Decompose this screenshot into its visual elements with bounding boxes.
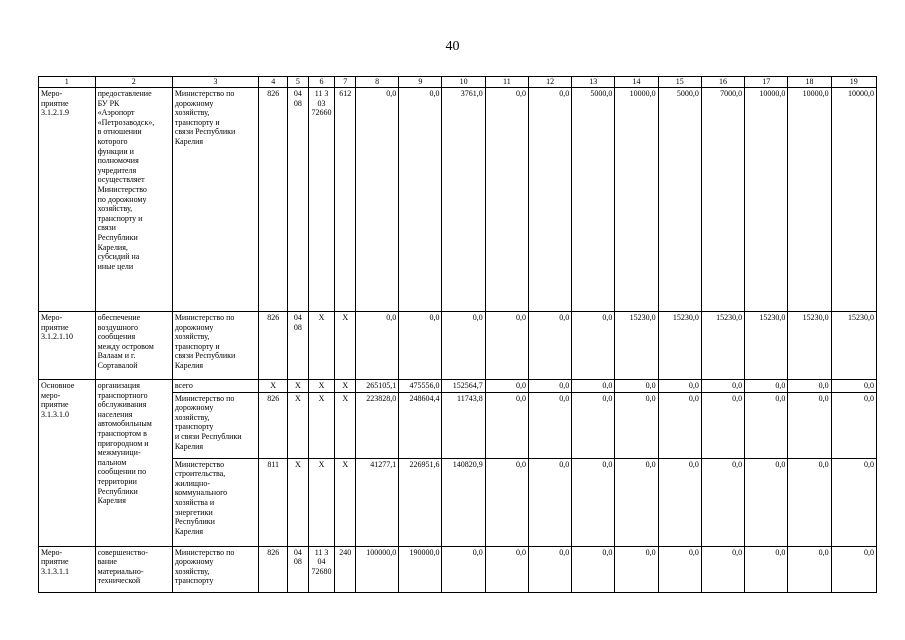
measure-name: организация транспортного обслуживания населения автомобильным транспортом в пригородном и межмуници- пальном сообщении по территории Республики Карелия	[95, 380, 172, 547]
value-cell: 226951,6	[399, 458, 442, 546]
column-header: 6	[308, 77, 335, 88]
value-cell: 0,0	[528, 458, 571, 546]
value-cell: 0,0	[701, 380, 744, 393]
value-cell: 10000,0	[788, 88, 831, 312]
value-cell: 0,0	[745, 380, 788, 393]
executor: всего	[172, 380, 258, 393]
code-grbs: 826	[259, 312, 288, 380]
value-cell: 140820,9	[442, 458, 485, 546]
value-cell: 0,0	[788, 458, 831, 546]
column-header: 4	[259, 77, 288, 88]
value-cell: 0,0	[442, 546, 485, 592]
code-rzpr: X	[288, 392, 309, 458]
value-cell: 0,0	[485, 380, 528, 393]
code-csr: X	[308, 312, 335, 380]
value-cell: 0,0	[658, 458, 701, 546]
value-cell: 10000,0	[745, 88, 788, 312]
executor: Министерство по дорожному хозяйству, транспорту	[172, 546, 258, 592]
value-cell: 15230,0	[788, 312, 831, 380]
value-cell: 0,0	[788, 546, 831, 592]
code-grbs: X	[259, 380, 288, 393]
code-vr: X	[335, 458, 356, 546]
value-cell: 0,0	[701, 392, 744, 458]
value-cell: 0,0	[485, 88, 528, 312]
value-cell: 0,0	[615, 380, 658, 393]
value-cell: 0,0	[528, 392, 571, 458]
value-cell: 10000,0	[831, 88, 876, 312]
value-cell: 0,0	[572, 546, 615, 592]
budget-table	[38, 76, 877, 593]
value-cell: 0,0	[831, 392, 876, 458]
column-header: 10	[442, 77, 485, 88]
code-vr: X	[335, 392, 356, 458]
code-rzpr: X	[288, 458, 309, 546]
code-grbs: 826	[259, 392, 288, 458]
value-cell: 0,0	[399, 88, 442, 312]
value-cell: 0,0	[831, 546, 876, 592]
value-cell: 0,0	[485, 312, 528, 380]
column-header: 2	[95, 77, 172, 88]
value-cell: 3761,0	[442, 88, 485, 312]
value-cell: 100000,0	[356, 546, 399, 592]
value-cell: 0,0	[442, 312, 485, 380]
value-cell: 0,0	[356, 88, 399, 312]
value-cell: 0,0	[831, 380, 876, 393]
code-rzpr: 04 08	[288, 88, 309, 312]
value-cell: 152564,7	[442, 380, 485, 393]
column-header: 16	[701, 77, 744, 88]
measure-code: Меро- приятие 3.1.2.1.10	[39, 312, 96, 380]
value-cell: 475556,0	[399, 380, 442, 393]
value-cell: 0,0	[399, 312, 442, 380]
code-csr: X	[308, 380, 335, 393]
code-csr: X	[308, 458, 335, 546]
code-rzpr: 04 08	[288, 312, 309, 380]
code-csr: 11 3 03 72660	[308, 88, 335, 312]
value-cell: 0,0	[485, 546, 528, 592]
column-header: 11	[485, 77, 528, 88]
page-number: 40	[445, 39, 460, 54]
measure-code: Основное меро- приятие 3.1.3.1.0	[39, 380, 96, 547]
value-cell: 0,0	[572, 458, 615, 546]
value-cell: 15230,0	[831, 312, 876, 380]
value-cell: 0,0	[788, 380, 831, 393]
code-grbs: 826	[259, 546, 288, 592]
column-header: 18	[788, 77, 831, 88]
executor: Министерство по дорожному хозяйству, транспорту и связи Республики Карелия	[172, 88, 258, 312]
value-cell: 0,0	[528, 546, 571, 592]
column-header: 15	[658, 77, 701, 88]
table-row	[39, 88, 877, 312]
value-cell: 0,0	[658, 380, 701, 393]
column-number-row	[39, 77, 877, 88]
value-cell: 223828,0	[356, 392, 399, 458]
measure-code: Меро- приятие 3.1.3.1.1	[39, 546, 96, 592]
column-header: 1	[39, 77, 96, 88]
column-header: 19	[831, 77, 876, 88]
value-cell: 15230,0	[701, 312, 744, 380]
value-cell: 0,0	[745, 546, 788, 592]
measure-name: совершенство- вание материально- технической	[95, 546, 172, 592]
value-cell: 0,0	[356, 312, 399, 380]
value-cell: 0,0	[658, 546, 701, 592]
code-vr: X	[335, 380, 356, 393]
executor: Министерство по дорожному хозяйству, транспорту и связи Республики Карелия	[172, 312, 258, 380]
executor: Министерство строительства, жилищно- коммунального хозяйства и энергетики Республики Карелия	[172, 458, 258, 546]
value-cell: 15230,0	[615, 312, 658, 380]
value-cell: 0,0	[745, 392, 788, 458]
code-grbs: 811	[259, 458, 288, 546]
value-cell: 15230,0	[658, 312, 701, 380]
value-cell: 0,0	[615, 458, 658, 546]
table-row	[39, 312, 877, 380]
code-grbs: 826	[259, 88, 288, 312]
value-cell: 0,0	[528, 88, 571, 312]
value-cell: 0,0	[745, 458, 788, 546]
column-header: 17	[745, 77, 788, 88]
value-cell: 0,0	[572, 312, 615, 380]
value-cell: 15230,0	[745, 312, 788, 380]
value-cell: 5000,0	[572, 88, 615, 312]
value-cell: 0,0	[485, 392, 528, 458]
code-vr: X	[335, 312, 356, 380]
value-cell: 0,0	[658, 392, 701, 458]
value-cell: 10000,0	[615, 88, 658, 312]
measure-name: предоставление БУ РК «Аэропорт «Петрозаводск», в отношении которого функции и полномочия учредителя осуществляет Министерство по дорожному хозяйству, транспорту и связи Республики Карелия, субсидий на иные цели	[95, 88, 172, 312]
column-header: 3	[172, 77, 258, 88]
column-header: 9	[399, 77, 442, 88]
column-header: 13	[572, 77, 615, 88]
measure-code: Меро- приятие 3.1.2.1.9	[39, 88, 96, 312]
code-csr: X	[308, 392, 335, 458]
value-cell: 11743,8	[442, 392, 485, 458]
value-cell: 265105,1	[356, 380, 399, 393]
column-header: 8	[356, 77, 399, 88]
value-cell: 0,0	[528, 312, 571, 380]
value-cell: 5000,0	[658, 88, 701, 312]
column-header: 12	[528, 77, 571, 88]
value-cell: 0,0	[701, 458, 744, 546]
value-cell: 0,0	[831, 458, 876, 546]
column-header: 7	[335, 77, 356, 88]
value-cell: 0,0	[615, 392, 658, 458]
executor: Министерство по дорожному хозяйству, транспорту и связи Республики Карелия	[172, 392, 258, 458]
column-header: 5	[288, 77, 309, 88]
value-cell: 41277,1	[356, 458, 399, 546]
value-cell: 0,0	[701, 546, 744, 592]
value-cell: 0,0	[572, 392, 615, 458]
code-vr: 612	[335, 88, 356, 312]
value-cell: 0,0	[572, 380, 615, 393]
value-cell: 0,0	[788, 392, 831, 458]
code-rzpr: X	[288, 380, 309, 393]
value-cell: 190000,0	[399, 546, 442, 592]
table-row	[39, 380, 877, 393]
value-cell: 248604,4	[399, 392, 442, 458]
measure-name: обеспечение воздушного сообщения между островом Валаам и г. Сортавалой	[95, 312, 172, 380]
column-header: 14	[615, 77, 658, 88]
code-vr: 240	[335, 546, 356, 592]
value-cell: 0,0	[615, 546, 658, 592]
code-csr: 11 3 04 72680	[308, 546, 335, 592]
value-cell: 7000,0	[701, 88, 744, 312]
value-cell: 0,0	[485, 458, 528, 546]
table-row	[39, 546, 877, 592]
value-cell: 0,0	[528, 380, 571, 393]
code-rzpr: 04 08	[288, 546, 309, 592]
